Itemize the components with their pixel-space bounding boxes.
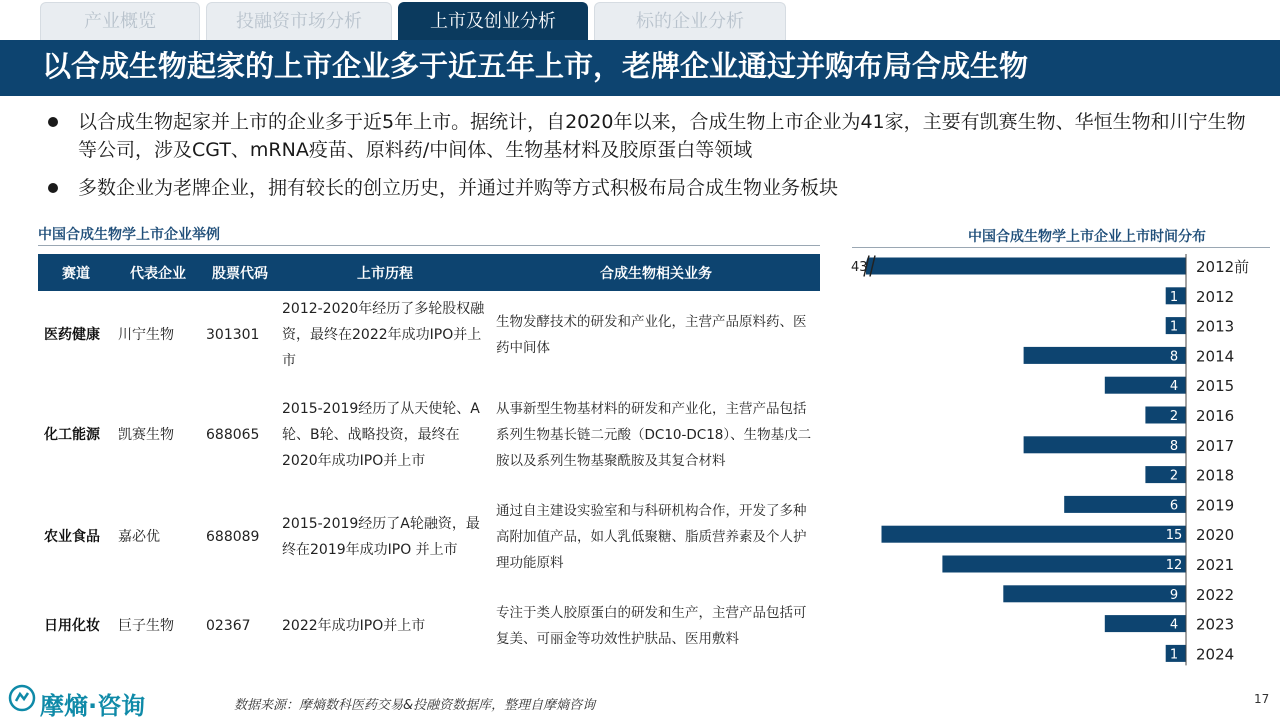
- bar: [1003, 585, 1186, 602]
- cell-history: 2015-2019经历了从天使轮、A轮、B轮、战略投资，最终在2020年成功IPO并上市: [282, 401, 480, 469]
- chart-section-title: 中国合成生物学上市企业上市时间分布: [968, 229, 1206, 245]
- bar: [1024, 347, 1186, 364]
- divider: [38, 245, 820, 246]
- data-label: 8: [1169, 349, 1179, 365]
- data-label: 12: [1165, 558, 1183, 573]
- tab-industry-overview[interactable]: 产业概览: [40, 2, 200, 40]
- data-label: 8: [1169, 438, 1179, 454]
- category-label: 2014: [1196, 347, 1235, 366]
- bullet-list: [48, 108, 1248, 212]
- category-label: 2012前: [1196, 258, 1250, 276]
- table-row: [38, 491, 820, 583]
- column-header: 赛道: [38, 254, 114, 291]
- page-number: 17: [1254, 692, 1270, 706]
- cell-business: 通过自主建设实验室和与科研机构合作，开发了多种高附加值产品，如人乳低聚糖、脂质营养素及个人护理功能原料: [496, 503, 807, 571]
- cell-company: 凯赛生物: [118, 427, 174, 443]
- cell-business: 生物发酵技术的研发和产业化，主营产品原料药、医药中间体: [496, 314, 807, 356]
- category-label: 2022: [1196, 585, 1235, 604]
- data-label: 2: [1169, 468, 1179, 484]
- cell-history: 2022年成功IPO并上市: [282, 618, 426, 634]
- cell-business: 专注于类人胶原蛋白的研发和生产，主营产品包括可复美、可丽金等功效性护肤品、医用敷料: [496, 605, 807, 647]
- cell-company: 嘉必优: [118, 529, 160, 545]
- cell-company: 巨子生物: [118, 618, 174, 634]
- bar: [1064, 496, 1186, 513]
- bullet-dot-icon: [48, 183, 58, 193]
- column-header: 代表企业: [114, 254, 202, 291]
- bar: [882, 526, 1187, 543]
- bar: [866, 258, 1186, 275]
- category-label: 2023: [1196, 615, 1235, 634]
- data-label: 1: [1169, 647, 1179, 663]
- data-label: 1: [1169, 289, 1179, 305]
- cell-history: 2012-2020年经历了多轮股权融资，最终在2022年成功IPO并上市: [282, 301, 485, 369]
- cell-track: 化工能源: [44, 427, 100, 443]
- category-label: 2017: [1196, 436, 1235, 455]
- data-label: 43: [851, 260, 868, 275]
- category-label: 2012: [1196, 287, 1235, 306]
- bar: [1024, 436, 1186, 453]
- bullet-item: [48, 174, 1248, 202]
- category-label: 2013: [1196, 317, 1235, 336]
- category-label: 2021: [1196, 556, 1235, 574]
- divider: [852, 247, 1270, 248]
- category-label: 2016: [1196, 407, 1235, 425]
- bar-chart: [850, 250, 1270, 670]
- table-row: [38, 379, 820, 491]
- data-label: 4: [1169, 379, 1179, 395]
- cell-code: 02367: [206, 618, 251, 634]
- cell-business: 从事新型生物基材料的研发和产业化，主营产品包括系列生物基长链二元酸（DC10-DC18）、生物基戊二胺以及系列生物基聚酰胺及其复合材料: [496, 401, 812, 469]
- bar: [1145, 407, 1186, 424]
- category-label: 2015: [1196, 377, 1235, 396]
- category-label: 2018: [1196, 466, 1235, 485]
- bar: [1145, 466, 1186, 483]
- table-header-row: [38, 254, 820, 291]
- bullet-item: [48, 108, 1248, 164]
- category-label: 2019: [1196, 496, 1235, 515]
- company-table: [38, 254, 820, 669]
- brand-logo-text: 摩熵·咨询: [40, 692, 146, 720]
- category-label: 2020: [1196, 526, 1235, 545]
- data-label: 2: [1169, 409, 1179, 424]
- bar: [942, 556, 1186, 573]
- table-section-title: 中国合成生物学上市企业举例: [38, 227, 220, 243]
- cell-code: 301301: [206, 327, 260, 343]
- cell-track: 医药健康: [44, 327, 100, 343]
- category-label: 2024: [1196, 645, 1235, 664]
- cell-history: 2015-2019经历了A轮融资，最终在2019年成功IPO 并上市: [282, 516, 480, 558]
- cell-code: 688089: [206, 529, 260, 545]
- bullet-text: 以合成生物起家并上市的企业多于近5年上市。据统计，自2020年以来，合成生物上市企业为41家，主要有凯赛生物、华恒生物和川宁生物等公司，涉及CGT、mRNA疫苗、原料药/中间体、生物基材料及胶原蛋白等领域: [78, 111, 1246, 161]
- tab-bar: [0, 0, 1280, 44]
- data-source-note: 数据来源：摩熵数科医药交易&投融资数据库，整理自摩熵咨询: [234, 698, 596, 713]
- data-label: 4: [1169, 617, 1179, 633]
- cell-code: 688065: [206, 427, 260, 443]
- cell-track: 农业食品: [44, 529, 100, 545]
- tab-investment-analysis[interactable]: 投融资市场分析: [206, 2, 392, 40]
- column-header: 股票代码: [202, 254, 278, 291]
- data-label: 6: [1169, 498, 1179, 514]
- table-row: [38, 583, 820, 669]
- tab-ipo-analysis[interactable]: 上市及创业分析: [398, 2, 588, 40]
- bullet-dot-icon: [48, 117, 58, 127]
- cell-company: 川宁生物: [118, 327, 174, 343]
- bullet-text: 多数企业为老牌企业，拥有较长的创立历史，并通过并购等方式积极布局合成生物业务板块: [78, 177, 839, 199]
- table-row: [38, 291, 820, 379]
- page-title: 以合成生物起家的上市企业多于近五年上市，老牌企业通过并购布局合成生物: [42, 49, 1029, 83]
- data-label: 9: [1169, 587, 1179, 603]
- tab-target-analysis[interactable]: 标的企业分析: [594, 2, 786, 40]
- column-header: 上市历程: [278, 254, 492, 291]
- title-bar: [0, 40, 1280, 96]
- data-label: 1: [1169, 319, 1179, 335]
- column-header: 合成生物相关业务: [492, 254, 820, 291]
- data-label: 15: [1165, 528, 1183, 544]
- cell-track: 日用化妆: [44, 618, 100, 634]
- brand-logo-icon: [8, 684, 36, 712]
